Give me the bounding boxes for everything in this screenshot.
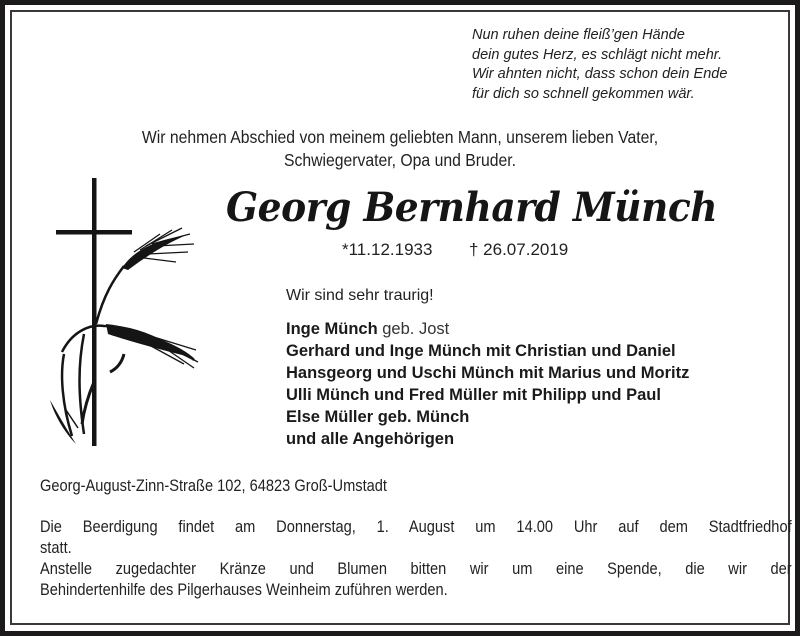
donation-line: Anstelle zugedachter Kränze und Blumen bitten wir um eine Spende, die wir der [40,559,792,578]
mourner-row [286,318,689,340]
death-date: † 26.07.2019 [469,240,569,259]
intro-line: Schwiegervater, Opa und Bruder. [283,150,517,170]
cross-with-wheat-icon [44,174,204,454]
mourner-row: Else Müller geb. Münch [286,408,470,426]
deceased-name: Georg Bernhard Münch [226,184,718,231]
mourner-name: Inge Münch [286,320,378,338]
funeral-line: Die Beerdigung findet am Donnerstag, 1. August um 14.00 Uhr auf dem Stadtfriedhof [40,517,792,536]
intro-text [0,126,800,172]
mourner-row: Hansgeorg und Uschi Münch mit Marius und Moritz [286,364,690,382]
poem-line: dein gutes Herz, es schlägt nicht mehr. [472,46,723,63]
donation-line: Behindertenhilfe des Pilgerhauses Weinheim zuführen werden. [40,580,448,599]
intro-line: Wir nehmen Abschied von meinem geliebten Mann, unserem lieben Vater, [141,127,659,147]
mourners-heading: Wir sind sehr traurig! [286,287,434,304]
poem-line: Nun ruhen deine fleiß’gen Hände [472,27,685,43]
address: Georg-August-Zinn-Straße 102, 64823 Groß-Umstadt [40,476,387,495]
mourner-maiden-name: geb. Jost [377,320,450,338]
birth-date: *11.12.1933 [342,240,433,259]
funeral-line: statt. [40,538,72,557]
mourners-list [286,318,689,450]
poem-line: für dich so schnell gekommen wär. [472,85,695,102]
mourner-row: Ulli Münch und Fred Müller mit Philipp und Paul [286,386,661,404]
poem [472,26,727,104]
poem-line: Wir ahnten nicht, dass schon dein Ende [472,66,728,82]
mourner-row: und alle Angehörigen [286,430,455,448]
mourner-row: Gerhard und Inge Münch mit Christian und Daniel [286,342,676,360]
funeral-notice [40,516,792,600]
